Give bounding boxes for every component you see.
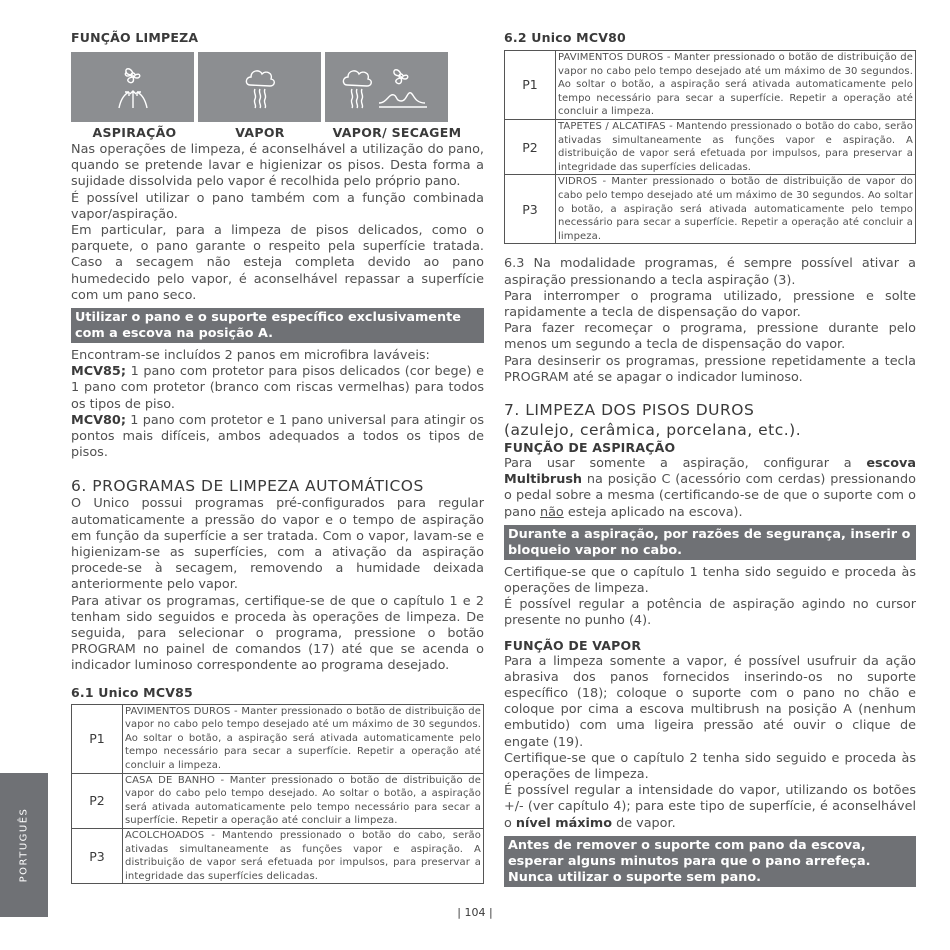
function-icons: [71, 52, 484, 122]
mcv80-label: MCV80;: [71, 412, 126, 428]
vapor-icon: [198, 52, 321, 122]
program-description: PAVIMENTOS DUROS - Manter pressionado o botão de distribuição de vapor no cabo pelo tempo desejado até um máximo de 30 segundos. Ao soltar o botão, a aspiração será ativada automaticamente pelo tempo necessário para secar a superfície. Repetir a operação até concluir a limpeza.: [123, 704, 484, 773]
table-row: [505, 175, 916, 244]
paragraph-vapor-level: [504, 783, 916, 832]
program-code: P1: [72, 704, 123, 773]
table-62-title: 6.2 Unico MCV80: [504, 30, 626, 45]
table-row: [72, 704, 484, 773]
vapor-title: FUNÇÃO DE VAPOR: [504, 637, 642, 653]
paragraph: Em particular, para a limpeza de pisos delicados, como o parquete, o pano garante o respeito pela superfície tratada. Caso a secagem não esteja completa devido ao pano humedecido pelo vapor, é aconselhável repassar a superfície com um pano seco.: [71, 223, 484, 303]
paragraph: Certifique-se que o capítulo 2 tenha sido seguido e proceda às operações de limpeza.: [504, 750, 916, 782]
table-61-title: 6.1 Unico MCV85: [71, 684, 193, 700]
paragraph-mcv80: [71, 413, 484, 462]
paragraph: Nas operações de limpeza, é aconselhável a utilização do pano, quando se pretende lavar e higienizar os pisos. Desta forma a sujidade dissolvida pelo vapor é recolhida pelo próprio pano.: [71, 142, 484, 190]
paragraph: Para ativar os programas, certifique-se de que o capítulo 1 e 2 tenham sido seguidos e proceda às operações de limpeza. De seguida, para selecionar o programa, pressione o botão PROGRAM no painel de comandos (17) até que se acenda o indicador luminoso correspondente ao programa desejado.: [71, 593, 484, 674]
program-description: TAPETES / ALCATIFAS - Mantendo pressionado o botão do cabo, serão ativadas simultaneamente as funções vapor e aspiração. A distribuição de vapor será efetuada por impulsos, para preservar a integridade das superfícies delicadas.: [556, 119, 916, 174]
paragraph: O Unico possui programas pré-configurados para regular automaticamente a pressão do vapor e o tempo de aspiração em função da superfície a ser tratada. Com o vapor, lavam-se e higienizam-se as superfícies, com a ativação da aspiração procede-se à secagem, removendo a humidade deixada anteriormente pelo vapor.: [71, 496, 484, 593]
paragraph: Para interromper o programa utilizado, pressione e solte rapidamente a tecla de dispensação do vapor.: [504, 288, 916, 320]
note-box: Antes de remover o suporte com pano da escova, esperar alguns minutos para que o pano arrefeça. Nunca utilizar o suporte sem pano.: [504, 836, 916, 887]
label-vapor-secagem: VAPOR/ SECAGEM: [332, 125, 462, 140]
program-code: P3: [72, 829, 123, 884]
note-box: Durante a aspiração, por razões de segurança, inserir o bloqueio vapor no cabo.: [504, 525, 916, 560]
language-tab: [0, 773, 48, 917]
mcv85-text: 1 pano com protetor para pisos delicados (cor bege) e 1 pano com protetor (branco com riscas vermelhas) para todos os tipos de piso.: [71, 364, 484, 412]
paragraph: 6.3 Na modalidade programas, é sempre possível ativar a aspiração pressionando a tecla aspiração (3).: [504, 256, 916, 288]
nivel-maximo-text: nível máximo: [515, 815, 613, 831]
table-row: [505, 119, 916, 174]
paragraph: Certifique-se que o capítulo 1 tenha sido seguido e proceda às operações de limpeza.: [504, 564, 916, 596]
text: de vapor.: [612, 815, 676, 831]
program-table-mcv85: [71, 704, 484, 885]
left-column: [71, 30, 484, 884]
label-aspiracao: ASPIRAÇÃO: [92, 125, 177, 140]
program-code: P2: [72, 773, 123, 828]
nao-text: não: [539, 504, 564, 520]
section-7-title: 7. LIMPEZA DOS PISOS DUROS: [504, 400, 755, 419]
text: É possível regular a intensidade do vapor, utilizando os botões +/- (ver capítulo 4); para este tipo de superfície, é aconselhável o: [504, 783, 916, 831]
table-row: [505, 51, 916, 120]
program-code: P3: [505, 175, 556, 244]
right-column: [504, 30, 916, 892]
paragraph: É possível regular a potência de aspiração agindo no cursor presente no punho (4).: [504, 597, 916, 629]
aspiracao-title: FUNÇÃO DE ASPIRAÇÃO: [504, 439, 676, 455]
aspiracao-icon: [71, 52, 194, 122]
program-code: P2: [505, 119, 556, 174]
program-description: PAVIMENTOS DUROS - Manter pressionado o botão de distribuição de vapor no cabo pelo tempo desejado até um máximo de 30 segundos. Ao soltar o botão, a aspiração será ativada automaticamente pelo tempo necessário para secar a superfície. Repetir a operação até concluir a limpeza.: [556, 51, 916, 120]
vapor-secagem-icon: [325, 52, 448, 122]
page-number: | 104 |: [457, 906, 493, 919]
language-label: PORTUGUÊS: [18, 807, 30, 883]
section-7-subtitle: (azulejo, cerâmica, porcelana, etc.).: [504, 420, 802, 439]
paragraph: Encontram-se incluídos 2 panos em microfibra laváveis:: [71, 348, 430, 364]
text: esteja aplicado na escova).: [563, 504, 743, 520]
funcao-limpeza-title: FUNÇÃO LIMPEZA: [71, 30, 199, 45]
program-table-mcv80: [504, 50, 916, 244]
paragraph: É possível utilizar o pano também com a função combinada vapor/aspiração.: [71, 190, 484, 222]
program-description: VIDROS - Manter pressionado o botão de distribuição de vapor do cabo pelo tempo desejado até um máximo de 30 segundos. Ao soltar o botão, a aspiração será ativada automaticamente pelo tempo necessário para secar a superfície. Repetir a operação até concluir a limpeza.: [556, 175, 916, 244]
program-description: CASA DE BANHO - Manter pressionado o botão de distribuição de vapor do cabo pelo tempo desejado. Ao soltar o botão, a aspiração será ativada automaticamente pelo tempo necessário para secar a superfície. Repetir a operação até concluir a limpeza.: [123, 773, 484, 828]
paragraph: Para a limpeza somente a vapor, é possível usufruir da ação abrasiva dos panos fornecidos inserindo-os no suporte específico (18); coloque o suporte com o pano no chão e coloque por cima a escova multibrush na posição A (nenhum embutido) com uma ligeira pressão até ouvir o clique de engate (19).: [504, 653, 916, 750]
note-box: Utilizar o pano e o suporte específico exclusivamente com a escova na posição A.: [71, 308, 484, 343]
table-row: [72, 773, 484, 828]
program-description: ACOLCHOADOS - Mantendo pressionado o botão do cabo, serão ativadas simultaneamente as funções vapor e aspiração. A distribuição de vapor será efetuada por impulsos, para preservar a integridade das superfícies delicadas.: [123, 829, 484, 884]
table-row: [72, 829, 484, 884]
paragraph-aspiracao: [504, 456, 916, 521]
label-vapor: VAPOR: [235, 125, 285, 140]
mcv80-text: 1 pano com protetor e 1 pano universal para atingir os pontos mais difíceis, ambos adequados a todos os tipos de pisos.: [71, 412, 484, 461]
text: Para usar somente a aspiração, configurar a: [504, 455, 867, 471]
section-6-title: 6. PROGRAMAS DE LIMPEZA AUTOMÁTICOS: [71, 477, 424, 496]
multibrush-text: escova Multibrush: [504, 455, 916, 488]
text: na posição C (acessório com cerdas) pressionando o pedal sobre a mesma (certificando-se de que o suporte com o pano: [504, 472, 916, 520]
paragraph: Para desinserir os programas, pressione repetidamente a tecla PROGRAM até se apagar o indicador luminoso.: [504, 353, 916, 385]
icon-labels: [71, 125, 484, 140]
program-code: P1: [505, 51, 556, 120]
mcv85-label: MCV85;: [71, 364, 126, 380]
paragraph: Para fazer recomeçar o programa, pressione durante pelo menos um segundo a tecla de dispensação do vapor.: [504, 321, 916, 353]
paragraph-mcv85: [71, 364, 484, 413]
